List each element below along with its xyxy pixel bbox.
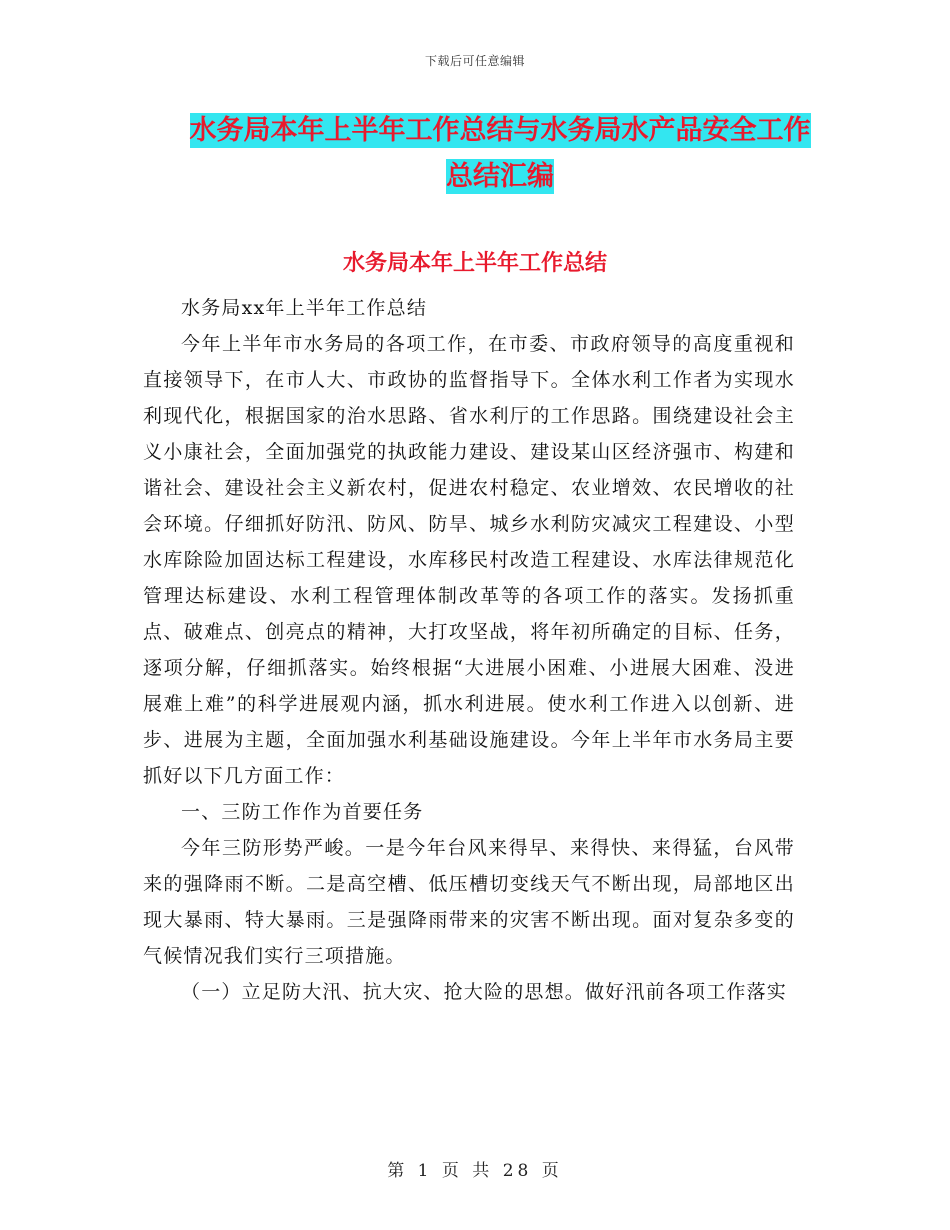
paragraph: 水务局xx年上半年工作总结	[181, 297, 428, 319]
section-title: 水务局本年上半年工作总结	[342, 251, 607, 276]
paragraph: 今年上半年市水务局的各项工作，在市委、市政府领导的高度重视和直接领导下，在市人大、市政协的监督指导下。全体水利工作者为实现水利现代化，根据国家的治水思路、省水利厅的工作思路。围绕建设社会主义小康社会，全面加强党的执政能力建设、建设某山区经济强市、构建和谐社会、建设社会主义新农村，促进农村稳定、农业增效、农民增收的社会环境。仔细抓好防汛、防风、防旱、城乡水利防灾减灾工程建设、小型水库除险加固达标工程建设，水库移民村改造工程建设、水库法律规范化管理达标建设、水利工程管理体制改革等的各项工作的落实。发扬抓重点、破难点、创亮点的精神，大打攻坚战，将年初所确定的目标、任务，逐项分解，仔细抓落实。始终根据“大进展小困难、小进展大困难、没进展难上难”的科学进展观内涵，抓水利进展。使水利工作进入以创新、进步、进展为主题，全面加强水利基础设施建设。今年上半年市水务局主要抓好以下几方面工作：	[143, 333, 795, 787]
header-note: 下载后可任意编辑	[424, 54, 525, 68]
document-title-line-1: 水务局本年上半年工作总结与水务局水产品安全工作	[189, 115, 811, 146]
paragraph: （一）立足防大汛、抗大灾、抢大险的思想。做好汛前各项工作落实	[181, 981, 788, 1003]
page-number: 第 1 页 共 28 页	[387, 1161, 563, 1181]
document-title-line-2: 总结汇编	[446, 161, 554, 192]
paragraph: 今年三防形势严峻。一是今年台风来得早、来得快、来得猛，台风带来的强降雨不断。二是高空槽、低压槽切变线天气不断出现，局部地区出现大暴雨、特大暴雨。三是强降雨带来的灾害不断出现。面对复杂多变的气候情况我们实行三项措施。	[143, 837, 795, 967]
document-title	[140, 108, 860, 200]
document-body	[143, 290, 795, 1010]
paragraph: 一、三防工作作为首要任务	[181, 801, 424, 823]
